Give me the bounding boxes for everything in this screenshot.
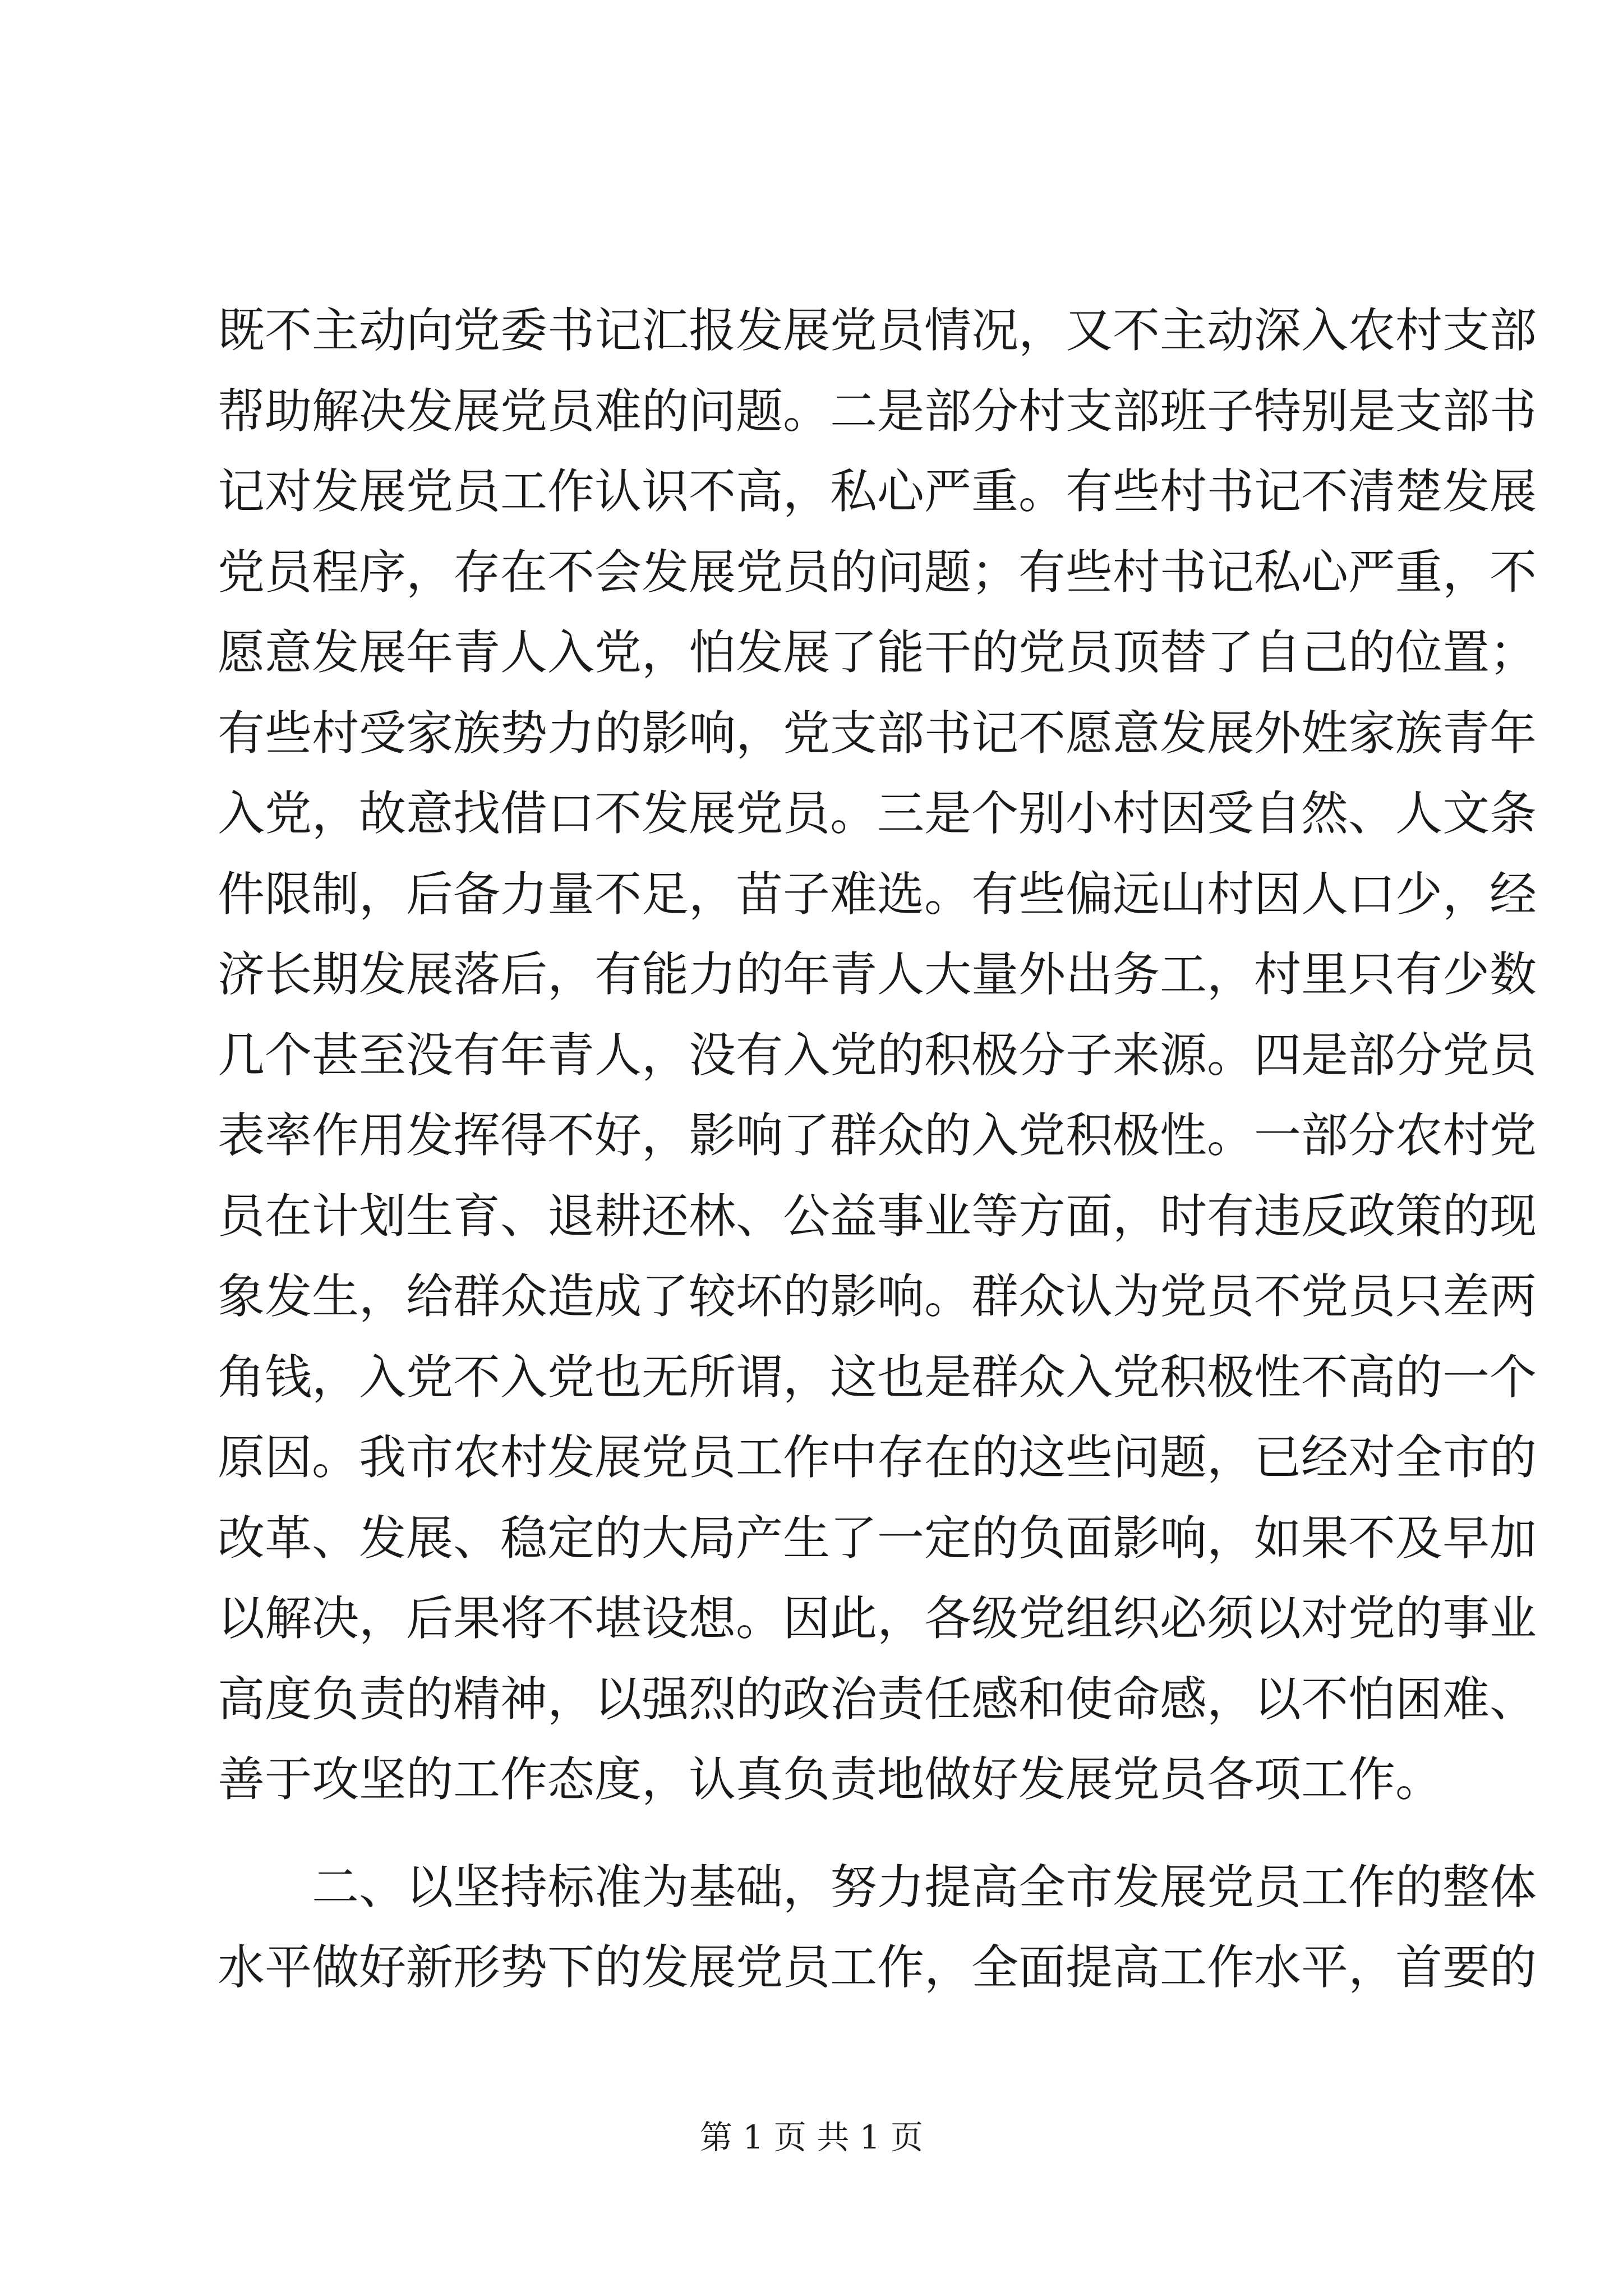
text-line: 善于攻坚的工作态度，认真负责地做好发展党员各项工作。 (218, 1752, 1443, 1807)
text-line: 有些村受家族势力的影响，党支部书记不愿意发展外姓家族青年 (218, 705, 1537, 761)
text-line: 水平做好新形势下的发展党员工作，全面提高工作水平，首要的 (218, 1940, 1537, 1995)
text-line: 件限制，后备力量不足，苗子难选。有些偏远山村因人口少，经 (218, 866, 1537, 922)
text-line: 员在计划生育、退耕还林、公益事业等方面，时有违反政策的现 (218, 1188, 1537, 1244)
text-line: 改革、发展、稳定的大局产生了一定的负面影响，如果不及早加 (218, 1510, 1537, 1566)
text-line: 角钱，入党不入党也无所谓，这也是群众入党积极性不高的一个 (218, 1349, 1537, 1405)
text-line: 记对发展党员工作认识不高，私心严重。有些村书记不清楚发展 (218, 464, 1537, 519)
text-line: 以解决，后果将不堪设想。因此，各级党组织必须以对党的事业 (218, 1591, 1537, 1646)
text-line: 入党，故意找借口不发展党员。三是个别小村因受自然、人文条 (218, 786, 1537, 841)
text-line: 既不主动向党委书记汇报发展党员情况，又不主动深入农村支部 (218, 303, 1537, 358)
text-line: 济长期发展落后，有能力的年青人大量外出务工，村里只有少数 (218, 947, 1537, 1002)
paragraph-1 (218, 291, 1537, 1820)
text-line: 愿意发展年青人入党，怕发展了能干的党员顶替了自己的位置； (218, 625, 1537, 680)
page-footer: 第 1 页 共 1 页 (700, 2118, 923, 2156)
text-line: 表率作用发挥得不好，影响了群众的入党积极性。一部分农村党 (218, 1108, 1537, 1163)
text-line: 帮助解决发展党员难的问题。二是部分村支部班子特别是支部书 (218, 383, 1537, 439)
text-line: 象发生，给群众造成了较坏的影响。群众认为党员不党员只差两 (218, 1269, 1537, 1324)
text-line: 原因。我市农村发展党员工作中存在的这些问题，已经对全市的 (218, 1430, 1537, 1485)
document-body (218, 291, 1537, 2008)
text-line: 几个甚至没有年青人，没有入党的积极分子来源。四是部分党员 (218, 1027, 1537, 1083)
paragraph-2 (218, 1847, 1537, 2008)
text-line: 二、以坚持标准为基础，努力提高全市发展党员工作的整体 (312, 1859, 1537, 1915)
text-line: 党员程序，存在不会发展党员的问题；有些村书记私心严重，不 (218, 544, 1537, 600)
text-line: 高度负责的精神，以强烈的政治责任感和使命感，以不怕困难、 (218, 1671, 1537, 1727)
paragraph-gap (218, 1820, 1405, 1847)
